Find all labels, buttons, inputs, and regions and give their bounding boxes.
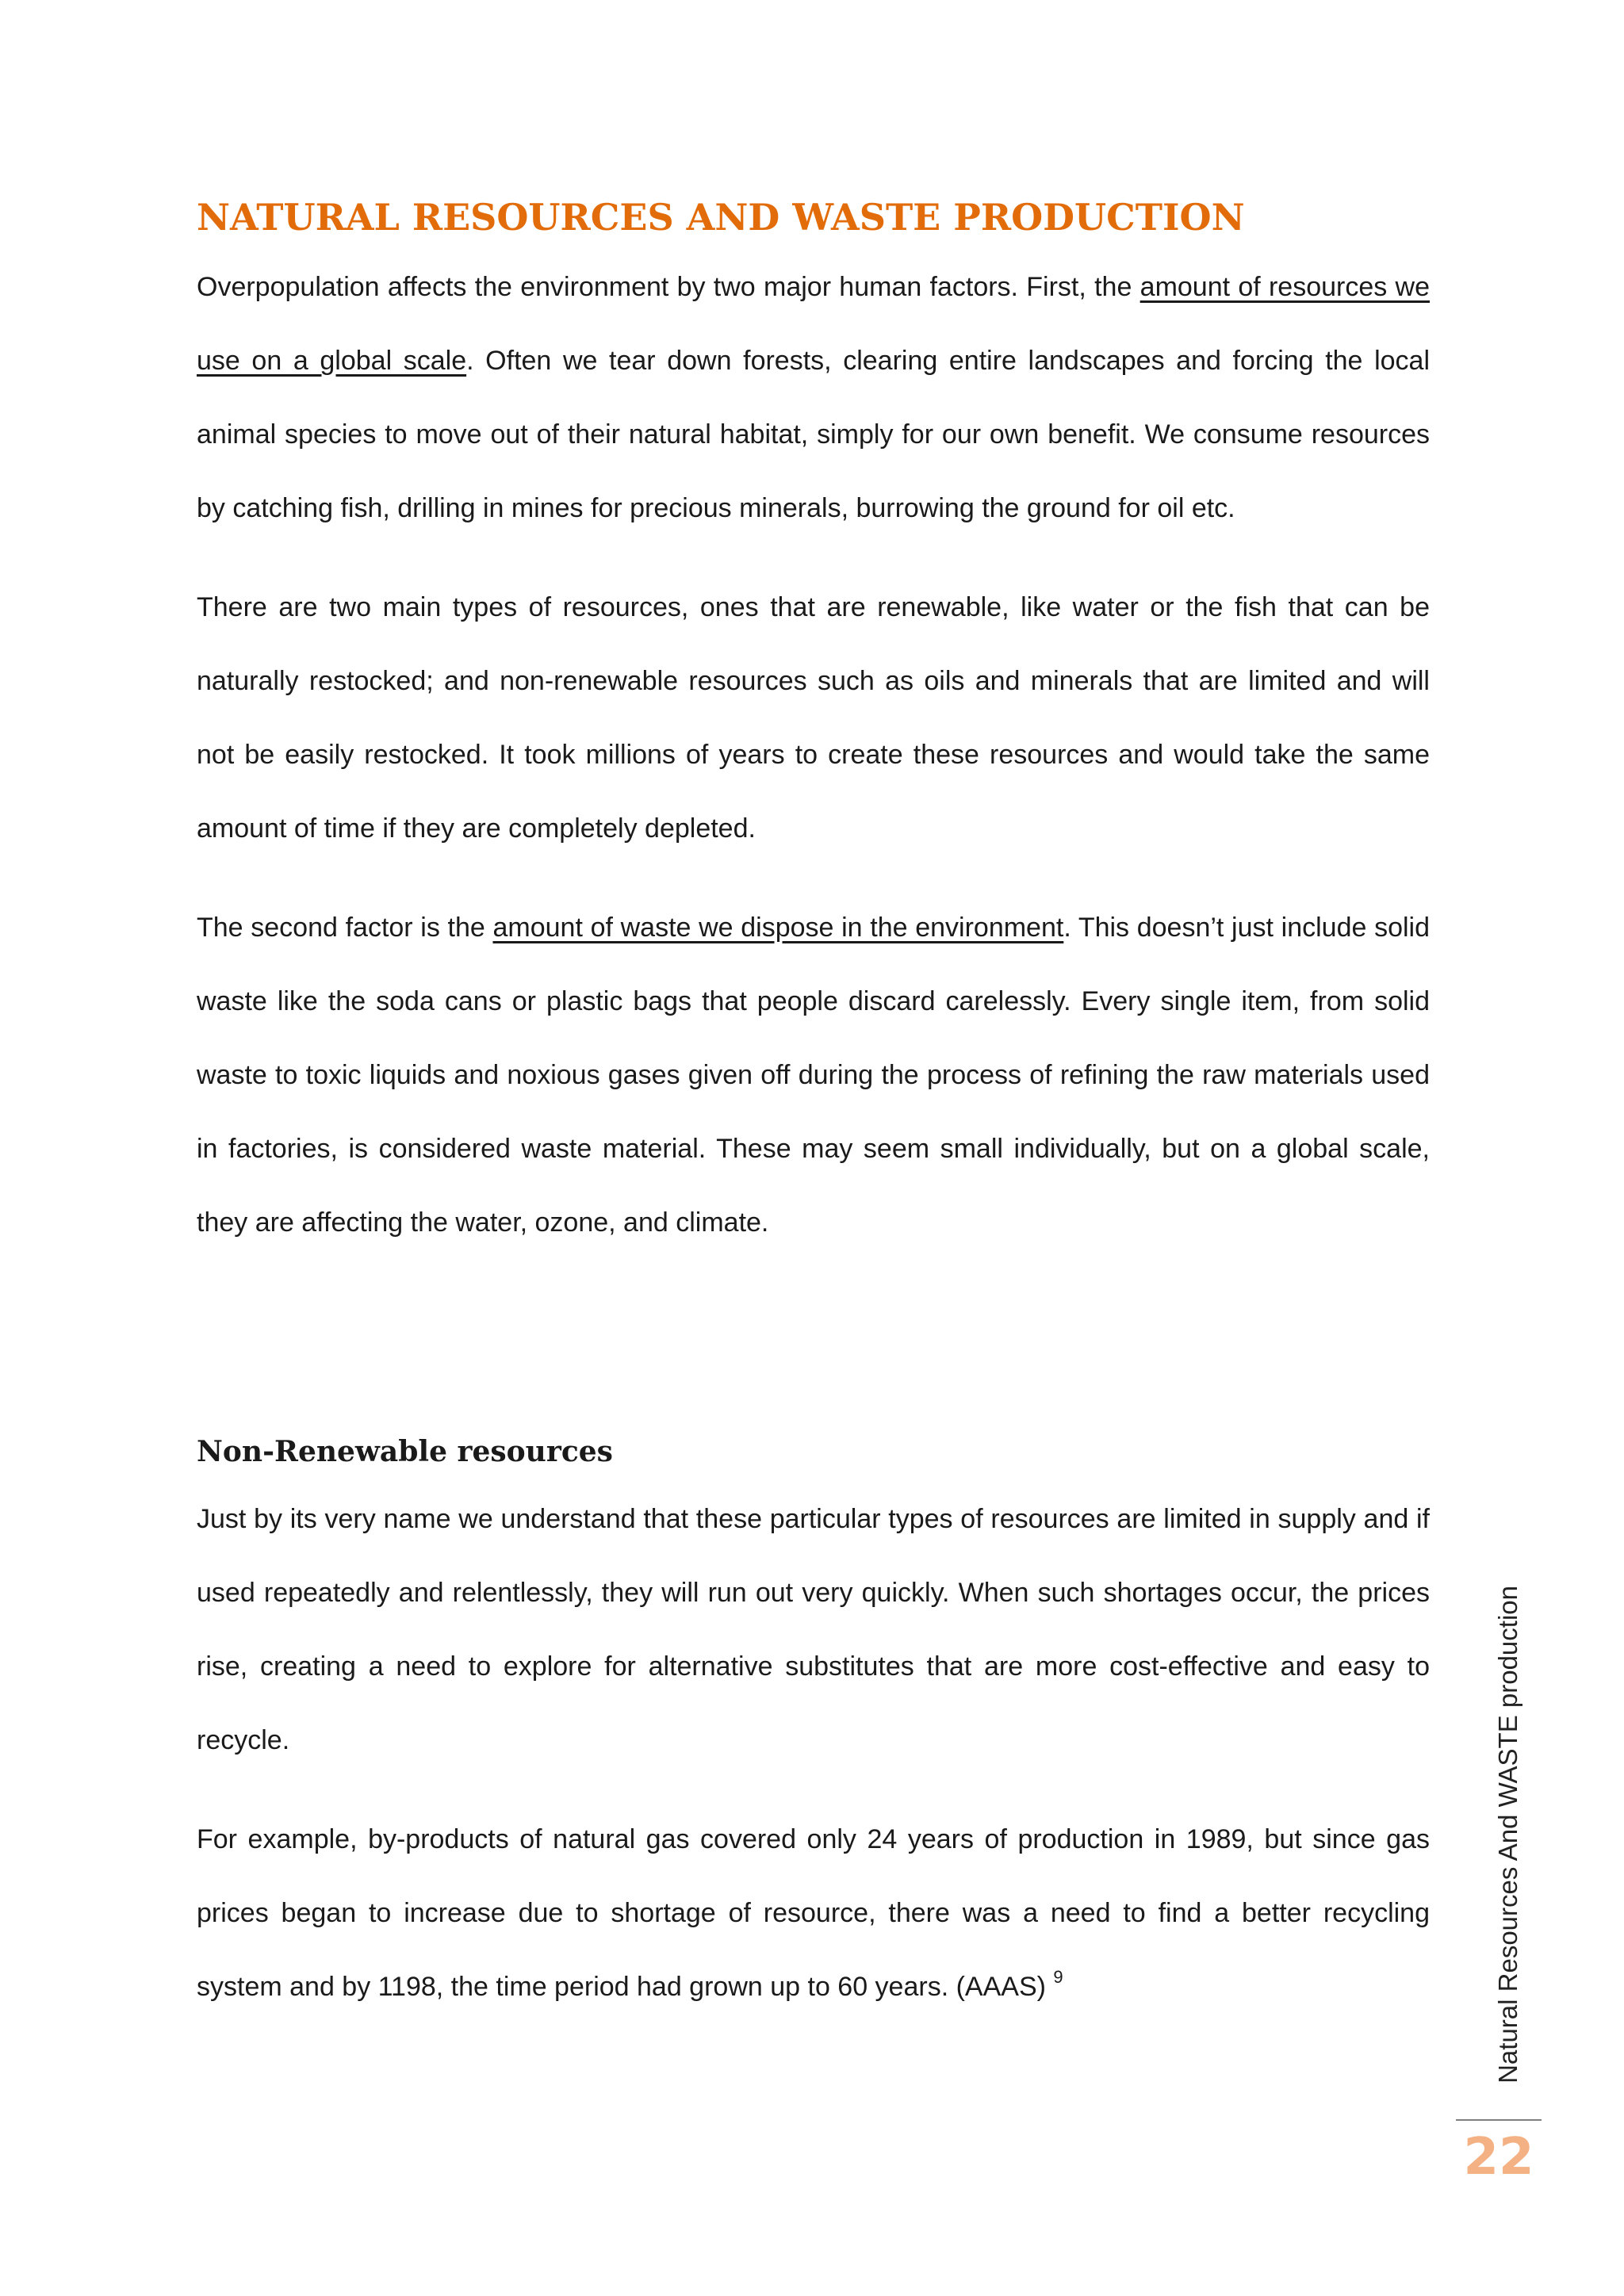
paragraph-text: . Often we tear down forests, clearing entire landscapes and forcing the local animal species to move out of their natural habitat, simply for our own benefit. We consume resources by catching fish, drilling in mines for precious minerals, burrowing the ground for oil etc. — [197, 346, 1430, 523]
page-number: 22 — [1463, 2128, 1534, 2187]
side-running-title: Natural Resources And WASTE production — [1493, 1586, 1522, 2084]
page-heading: NATURAL RESOURCES AND WASTE PRODUCTION — [197, 196, 1245, 239]
paragraph-text: Overpopulation affects the environment by two major human factors. First, the — [197, 272, 1140, 302]
footnote-reference: 9 — [1053, 1967, 1063, 1987]
underlined-phrase-waste: amount of waste we dispose in the environment — [492, 913, 1064, 943]
underlined-phrase-resources: amount of resources we use on a global scale — [197, 272, 1430, 376]
paragraph-resource-types: There are two main types of resources, ones that are renewable, like water or the fish that can be naturally restocked; and non-renewable resources such as oils and minerals that are limited and will not be easily restocked. It took millions of years to create these resources and would take the same amount of time if they are completely depleted. — [197, 592, 1430, 844]
paragraph-text: . This doesn’t just include solid waste like the soda cans or plastic bags that people discard carelessly. Every single item, from solid waste to toxic liquids and noxious gases given off during the process of refining the raw materials used in factories, is considered waste material. These may seem small individually, but on a global scale, they are affecting the water, ozone, and climate. — [197, 913, 1430, 1238]
section-subheading: Non-Renewable resources — [197, 1435, 613, 1468]
paragraph-example — [197, 1803, 1430, 2024]
paragraph-waste — [197, 891, 1430, 1260]
page-content — [197, 184, 1430, 2024]
side-header — [1461, 1586, 1556, 2105]
page-number-divider — [1456, 2119, 1542, 2121]
paragraph-text: For example, by-products of natural gas covered only 24 years of production in 1989, but since gas prices began to increase due to shortage of resource, there was a need to find a better recycling system and by 1198, the time period had grown up to 60 years. (AAAS) — [197, 1824, 1430, 2002]
paragraph-text: The second factor is the — [197, 913, 493, 943]
paragraph-overpopulation — [197, 251, 1430, 545]
paragraph-non-renewable: Just by its very name we understand that these particular types of resources are limited in supply and if used repeatedly and relentlessly, they will run out very quickly. When such shortages occur, the prices rise, creating a need to explore for alternative substitutes that are more cost-effective and easy to recycle. — [197, 1504, 1430, 1755]
